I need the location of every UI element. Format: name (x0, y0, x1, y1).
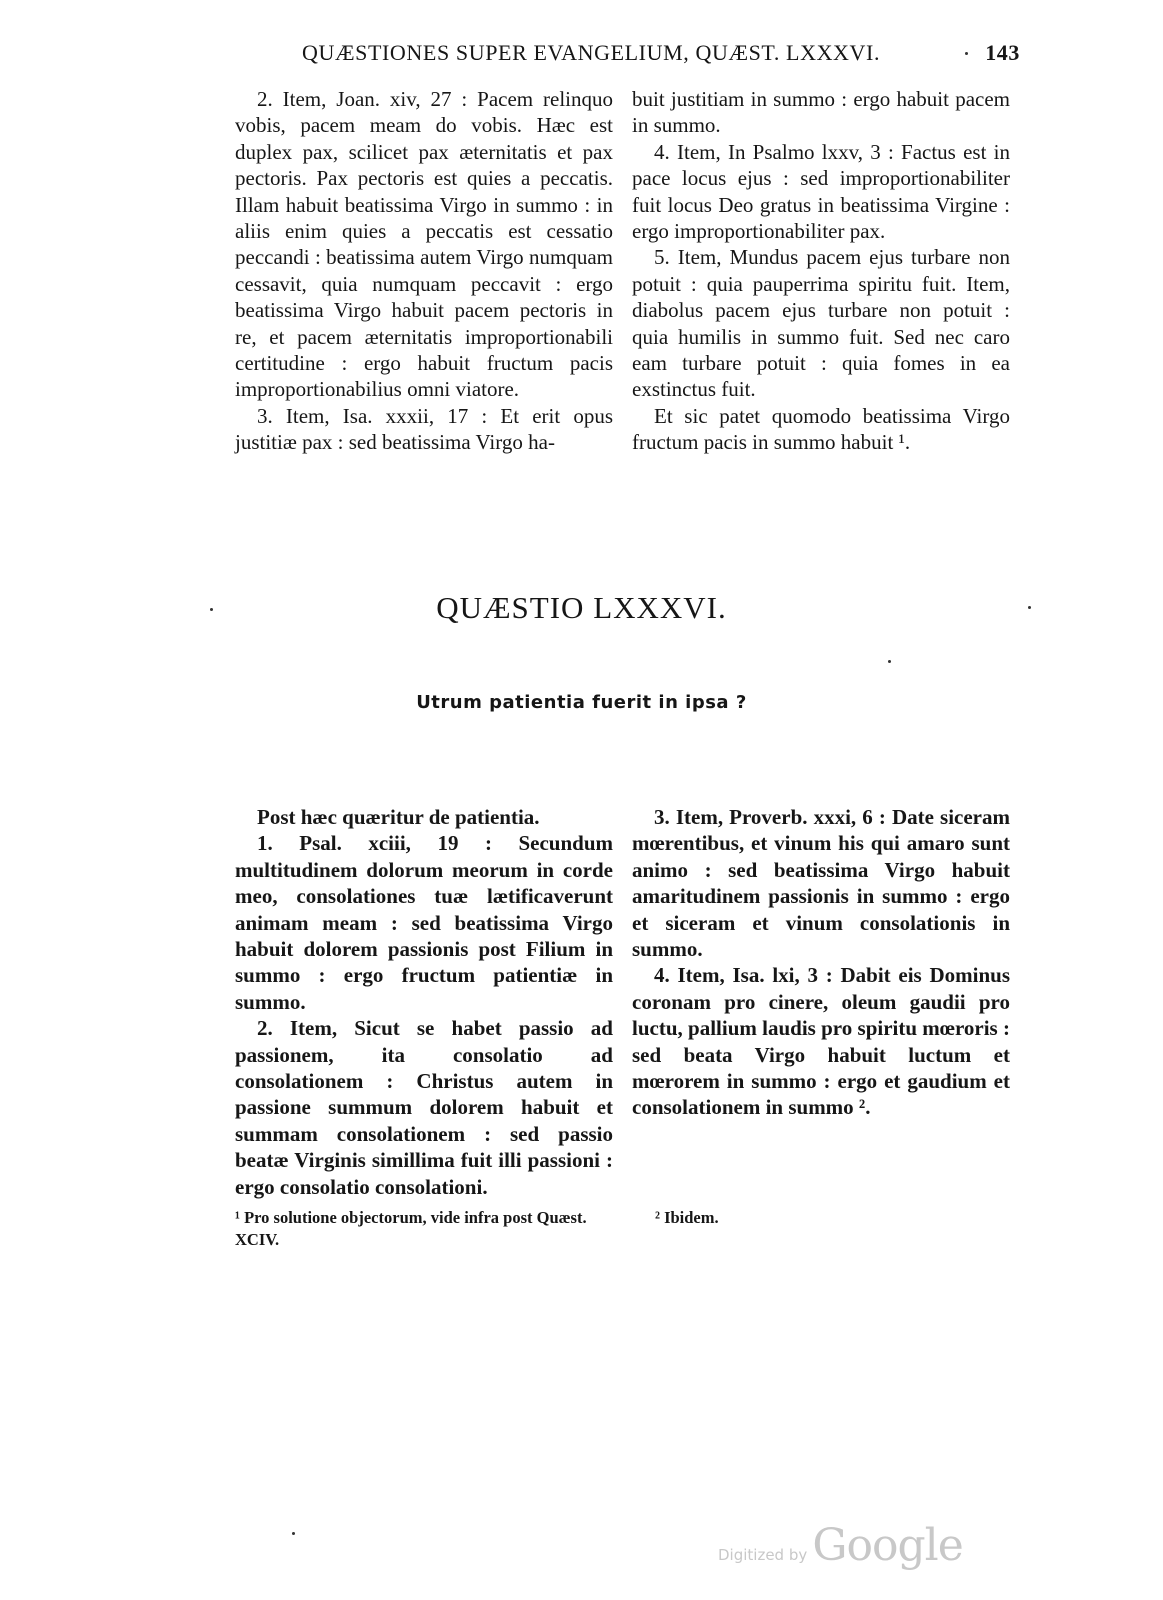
running-head (302, 38, 1022, 68)
paragraph: Et sic patet quomodo beatissima Virgo fructum pacis in summo habuit ¹. (632, 403, 1010, 455)
paragraph: 3. Item, Isa. xxxii, 17 : Et erit opus justitiæ pax : sed beatissima Virgo ha- (235, 403, 613, 455)
question-subtitle: Utrum patientia fuerit in ipsa ? (416, 692, 747, 713)
paragraph: Post hæc quæritur de patientia. (257, 805, 540, 829)
paragraph: 4. Item, In Psalmo lxxv, 3 : Factus est in pace locus ejus : sed improportionabiliter fuit locus Deo gratus in beatissima Virgine : ergo improportionabiliter pax. (632, 139, 1010, 244)
paragraph: 4. Item, Isa. lxi, 3 : Dabit eis Dominus coronam pro cinere, oleum gaudii pro luctu, pallium laudis pro spiritu mœroris : sed beata Virgo habuit luctum et mœrorem in summo : ergo et gaudium et consolationem in summo ². (632, 963, 1010, 1120)
paragraph: 2. Item, Joan. xiv, 27 : Pacem relinquo vobis, pacem meam do vobis. Hæc est duplex pax, scilicet pax æternitatis et pax pectoris. Pax pectoris est quies a peccatis. Illam habuit beatissima Virgo in summo : in aliis enim quies a peccatis est cessatio peccandi : beatissima autem Virgo numquam cessavit, quia numquam peccavit : ergo beatissima Virgo habuit pacem pectoris in re, et pacem æternitatis improportionabili certitudine : ergo habuit fructum pacis improportionabilius omni viatore. (235, 87, 613, 402)
footnote-left (235, 1207, 613, 1251)
question-title: QUÆSTIO LXXXVI. (436, 590, 727, 625)
bottom-right-column (632, 804, 1010, 1121)
scan-speck (965, 52, 968, 55)
bottom-left-column (235, 804, 613, 1200)
top-left-column (235, 86, 613, 456)
page-number: 143 (985, 40, 1020, 65)
paragraph: 3. Item, Proverb. xxxi, 6 : Date siceram mœrentibus, et vinum his qui amaro sunt animo : sed beatissima Virgo habuit amaritudinem passionis in summo : ergo et siceram et vinum consolationis in summo. (632, 805, 1010, 962)
footnote-text: ² Ibidem. (655, 1208, 719, 1227)
watermark-prefix: Digitized by (718, 1546, 808, 1564)
footnote-text: ¹ Pro solutione objectorum, vide infra post Quæst. XCIV. (235, 1208, 587, 1249)
top-right-column (632, 86, 1010, 456)
scan-speck (210, 608, 213, 611)
paragraph: buit justitiam in summo : ergo habuit pacem in summo. (632, 87, 1010, 138)
paragraph: 1. Psal. xciii, 19 : Secundum multitudinem dolorum meorum in corde meo, consolationes tuæ lætificaverunt animam meam : sed beatissima Virgo habuit dolorem passionis post Filium in summo : ergo fructum patientiæ in summo. (235, 831, 613, 1014)
digitized-watermark (718, 1520, 963, 1571)
running-title: QUÆSTIONES SUPER EVANGELIUM, QUÆST. LXXXVI. (302, 40, 881, 65)
paragraph: 2. Item, Sicut se habet passio ad passionem, ita consolatio ad consolationem : Christus autem in passione summum dolorem habuit et summam consolationem : sed passio beatæ Virginis simillima fuit illi passioni : ergo consolatio consolationi. (235, 1016, 613, 1199)
paragraph: 5. Item, Mundus pacem ejus turbare non potuit : quia pauperrima spiritu fuit. Item, diabolus pacem ejus turbare non potuit : quia humilis in summo fuit. Sed nec caro eam turbare potuit : quia fomes in ea exstinctus fuit. (632, 245, 1010, 402)
footnote-right (655, 1207, 1033, 1229)
google-logo-text: Google (812, 1520, 963, 1571)
scan-speck (1028, 606, 1031, 609)
scan-speck (888, 660, 891, 663)
scan-speck (292, 1532, 295, 1535)
